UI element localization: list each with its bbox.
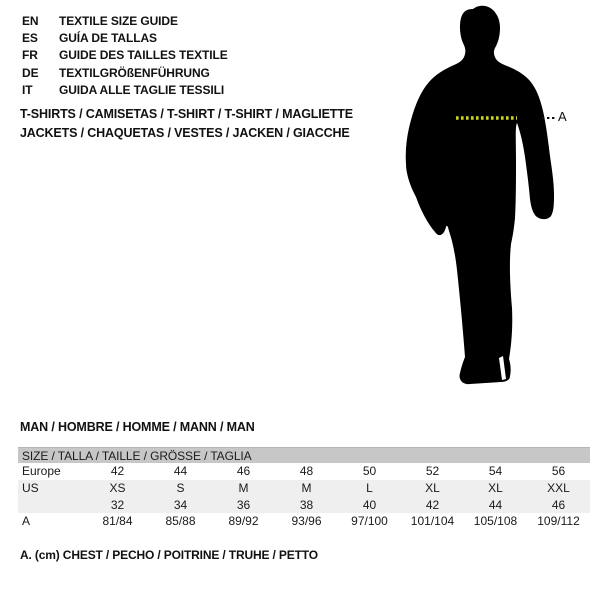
size-cell: 40 — [362, 497, 377, 512]
size-cell: 89/92 — [228, 514, 259, 529]
language-code: IT — [22, 82, 33, 97]
size-cell: 81/84 — [102, 514, 133, 529]
row-label: A — [22, 514, 31, 529]
language-code: EN — [22, 14, 39, 28]
size-cell: 109/112 — [537, 514, 580, 529]
size-cell: M — [301, 480, 312, 495]
size-cell: XXL — [547, 480, 570, 495]
size-cell: L — [366, 480, 373, 495]
language-label: TEXTILGRÖßENFÜHRUNG — [59, 65, 210, 80]
category-line-tshirts: T-SHIRTS / CAMISETAS / T-SHIRT / T-SHIRT / MAGLIETTE — [20, 107, 353, 121]
table-row-us — [18, 480, 590, 497]
language-label: TEXTILE SIZE GUIDE — [59, 14, 178, 28]
size-cell: 52 — [425, 464, 440, 478]
table-header: SIZE / TALLA / TAILLE / GRÖSSE / TAGLIA — [18, 447, 590, 463]
footnote-chest: A. (cm) CHEST / PECHO / POITRINE / TRUHE / PETTO — [20, 548, 318, 562]
size-cell: 34 — [173, 497, 188, 512]
size-cell: S — [176, 480, 185, 495]
language-code: ES — [22, 31, 38, 46]
size-cell: 46 — [236, 464, 251, 478]
row-label: US — [22, 480, 39, 495]
size-cell: 32 — [110, 497, 125, 512]
size-cell: 50 — [362, 464, 377, 478]
size-table — [18, 447, 590, 530]
language-code: FR — [22, 48, 38, 63]
language-label: GUIDE DES TAILLES TEXTILE — [59, 48, 228, 63]
category-line-jackets: JACKETS / CHAQUETAS / VESTES / JACKEN / GIACCHE — [20, 125, 350, 140]
table-row-europe — [18, 463, 590, 480]
size-cell: 93/96 — [291, 514, 322, 529]
size-cell: 44 — [488, 497, 503, 512]
size-cell: XS — [109, 480, 126, 495]
size-cell: 38 — [299, 497, 314, 512]
size-cell: XL — [425, 480, 440, 495]
size-cell: 97/100 — [351, 514, 388, 529]
size-cell: 46 — [551, 497, 566, 512]
size-cell: 85/88 — [165, 514, 196, 529]
language-code: DE — [22, 65, 39, 80]
section-title-man: MAN / HOMBRE / HOMME / MANN / MAN — [20, 420, 255, 434]
size-cell: 48 — [299, 464, 314, 478]
size-cell: 42 — [425, 497, 440, 512]
row-label: Europe — [22, 464, 61, 478]
table-row-chest-a — [18, 513, 590, 530]
table-row-numeric — [18, 497, 590, 514]
size-cell: 56 — [551, 464, 566, 478]
row-label — [18, 497, 86, 514]
size-cell: M — [238, 480, 249, 495]
size-cell: 36 — [236, 497, 251, 512]
size-cell: 44 — [173, 464, 188, 478]
size-cell: 54 — [488, 464, 503, 478]
size-cell: 101/104 — [410, 514, 455, 529]
language-label: GUIDA ALLE TAGLIE TESSILI — [59, 82, 225, 97]
language-label: GUÍA DE TALLAS — [59, 31, 157, 46]
measure-label-a: A — [558, 109, 567, 124]
size-cell: 105/108 — [473, 514, 518, 529]
size-cell: 42 — [110, 464, 125, 478]
size-cell: XL — [488, 480, 503, 495]
